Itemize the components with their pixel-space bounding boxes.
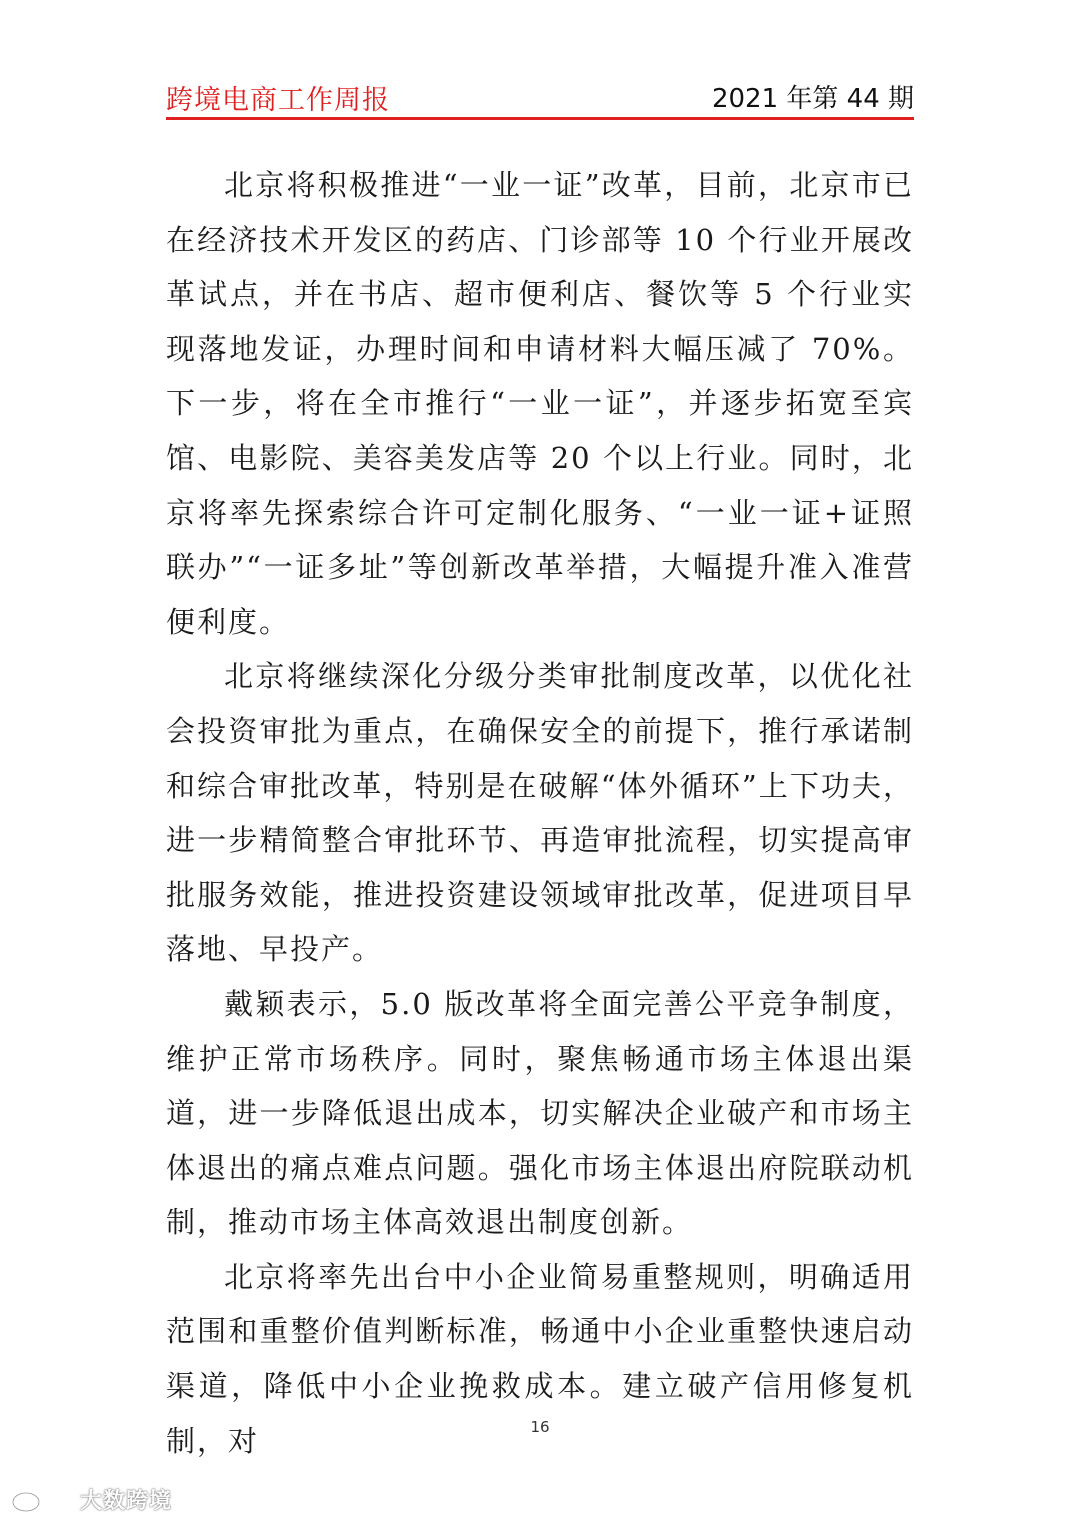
page-header <box>166 74 914 120</box>
paragraph: 戴颖表示，5.0 版改革将全面完善公平竞争制度，维护正常市场秩序。同时，聚焦畅通市场主体退出渠道，进一步降低退出成本，切实解决企业破产和市场主体退出的痛点难点问题。强化市场主体退出府院联动机制，推动市场主体高效退出制度创新。 <box>166 986 914 1240</box>
article-body <box>166 158 914 1468</box>
header-divider <box>166 117 914 120</box>
paragraph: 北京将继续深化分级分类审批制度改革，以优化社会投资审批为重点，在确保安全的前提下，推行承诺制和综合审批改革，特别是在破解“体外循环”上下功夫，进一步精简整合审批环节、再造审批流程，切实提高审批服务效能，推进投资建设领域审批改革，促进项目早落地、早投产。 <box>166 659 914 967</box>
publication-title: 跨境电商工作周报 <box>166 85 390 116</box>
paragraph: 北京将率先出台中小企业简易重整规则，明确适用范围和重整价值判断标准，畅通中小企业重整快速启动渠道，降低中小企业挽救成本。建立破产信用修复机制，对 <box>166 1259 914 1458</box>
issue-number: 2021 年第 44 期 <box>711 84 914 114</box>
paragraph: 北京将积极推进“一业一证”改革，目前，北京市已在经济技术开发区的药店、门诊部等 10 个行业开展改革试点，并在书店、超市便利店、餐饮等 5 个行业实现落地发证，办理时间和申请材料大幅压减了 70%。下一步，将在全市推行“一业一证”，并逐步拓宽至宾馆、电影院、美容美发店等 20 个以上行业。同时，北京将率先探索综合许可定制化服务、“一业一证+证照联办”“一证多址”等创新改革举措，大幅提升准入准营便利度。 <box>166 168 914 639</box>
page-number: 16 <box>530 1418 550 1436</box>
watermark-text: 大数跨境 <box>80 1489 173 1514</box>
weibo-logo-icon <box>10 1487 74 1513</box>
watermark <box>10 1484 172 1515</box>
